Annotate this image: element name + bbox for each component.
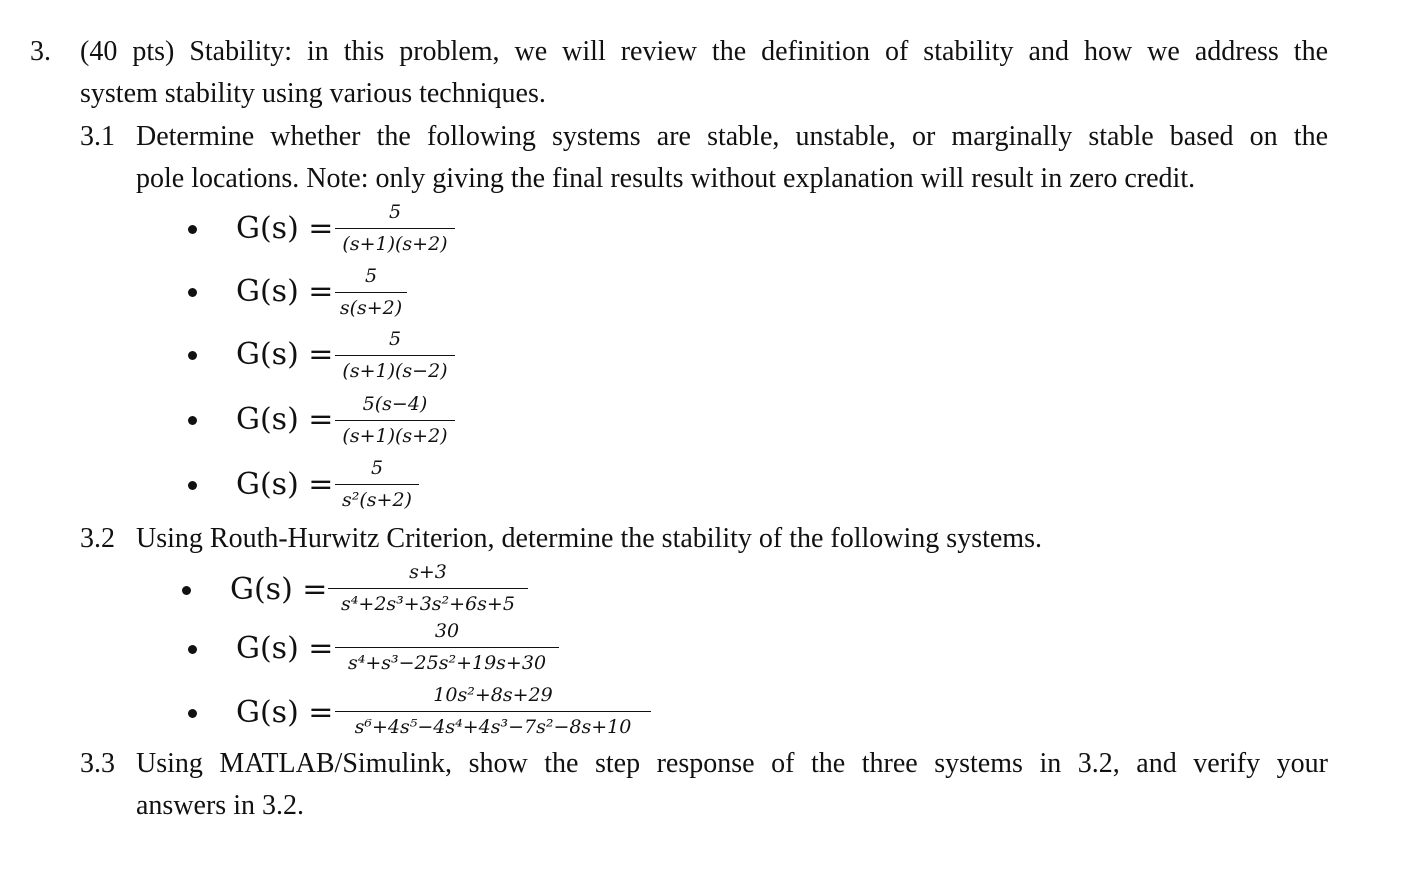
transfer-function-lhs: G(s) = [236, 695, 334, 730]
subproblem-3-3-line1: Using MATLAB/Simulink, show the step response of the three systems in 3.2, and verify your [136, 748, 1328, 779]
denominator: s(s+2) [339, 297, 403, 319]
bullet-icon [188, 481, 197, 490]
numerator: s+3 [409, 561, 447, 583]
denominator: s⁶+4s⁵−4s⁴+4s³−7s²−8s+10 [354, 716, 632, 738]
subproblem-3-1-line2: pole locations. Note: only giving the final results without explanation will result in zero credit. [136, 163, 1196, 194]
subproblem-3-1-number: 3.1 [80, 121, 115, 152]
numerator: 10s²+8s+29 [433, 684, 553, 706]
numerator: 5 [388, 201, 402, 223]
denominator: s⁴+s³−25s²+19s+30 [347, 652, 547, 674]
bullet-icon [188, 351, 197, 360]
transfer-function-fraction [335, 395, 455, 446]
bullet-icon [188, 225, 197, 234]
denominator: s⁴+2s³+3s²+6s+5 [341, 593, 515, 615]
denominator: (s+1)(s+2) [342, 425, 448, 447]
subproblem-3-3-number: 3.3 [80, 748, 115, 779]
bullet-icon [182, 586, 191, 595]
subproblem-3-2-number: 3.2 [80, 523, 115, 554]
bullet-icon [188, 709, 197, 718]
numerator: 5 [370, 457, 384, 479]
bullet-icon [188, 645, 197, 654]
denominator: s²(s+2) [342, 489, 412, 511]
transfer-function-fraction [335, 203, 455, 254]
numerator: 5(s−4) [362, 393, 428, 415]
transfer-function-fraction [328, 563, 528, 614]
transfer-function-fraction [335, 267, 407, 318]
transfer-function-lhs: G(s) = [236, 337, 334, 372]
denominator: (s+1)(s+2) [342, 233, 448, 255]
numerator: 5 [388, 328, 402, 350]
problem-text-line1: (40 pts) Stability: in this problem, we will review the definition of stability and how we address the [80, 36, 1328, 67]
transfer-function-fraction [335, 686, 651, 737]
numerator: 5 [364, 265, 378, 287]
subproblem-3-3-line2: answers in 3.2. [136, 790, 304, 821]
problem-text-line2: system stability using various techniques. [80, 78, 546, 109]
numerator: 30 [434, 620, 460, 642]
subproblem-3-2-line1: Using Routh-Hurwitz Criterion, determine the stability of the following systems. [136, 523, 1042, 554]
problem-number: 3. [30, 36, 51, 67]
subproblem-3-1-line1: Determine whether the following systems are stable, unstable, or marginally stable based on the [136, 121, 1328, 152]
transfer-function-lhs: G(s) = [236, 402, 334, 437]
transfer-function-fraction [335, 459, 419, 510]
transfer-function-lhs: G(s) = [236, 467, 334, 502]
transfer-function-fraction [335, 622, 559, 673]
bullet-icon [188, 416, 197, 425]
transfer-function-lhs: G(s) = [236, 274, 334, 309]
transfer-function-lhs: G(s) = [236, 631, 334, 666]
transfer-function-fraction [335, 330, 455, 381]
denominator: (s+1)(s−2) [342, 360, 448, 382]
bullet-icon [188, 288, 197, 297]
transfer-function-lhs: G(s) = [230, 572, 328, 607]
transfer-function-lhs: G(s) = [236, 211, 334, 246]
